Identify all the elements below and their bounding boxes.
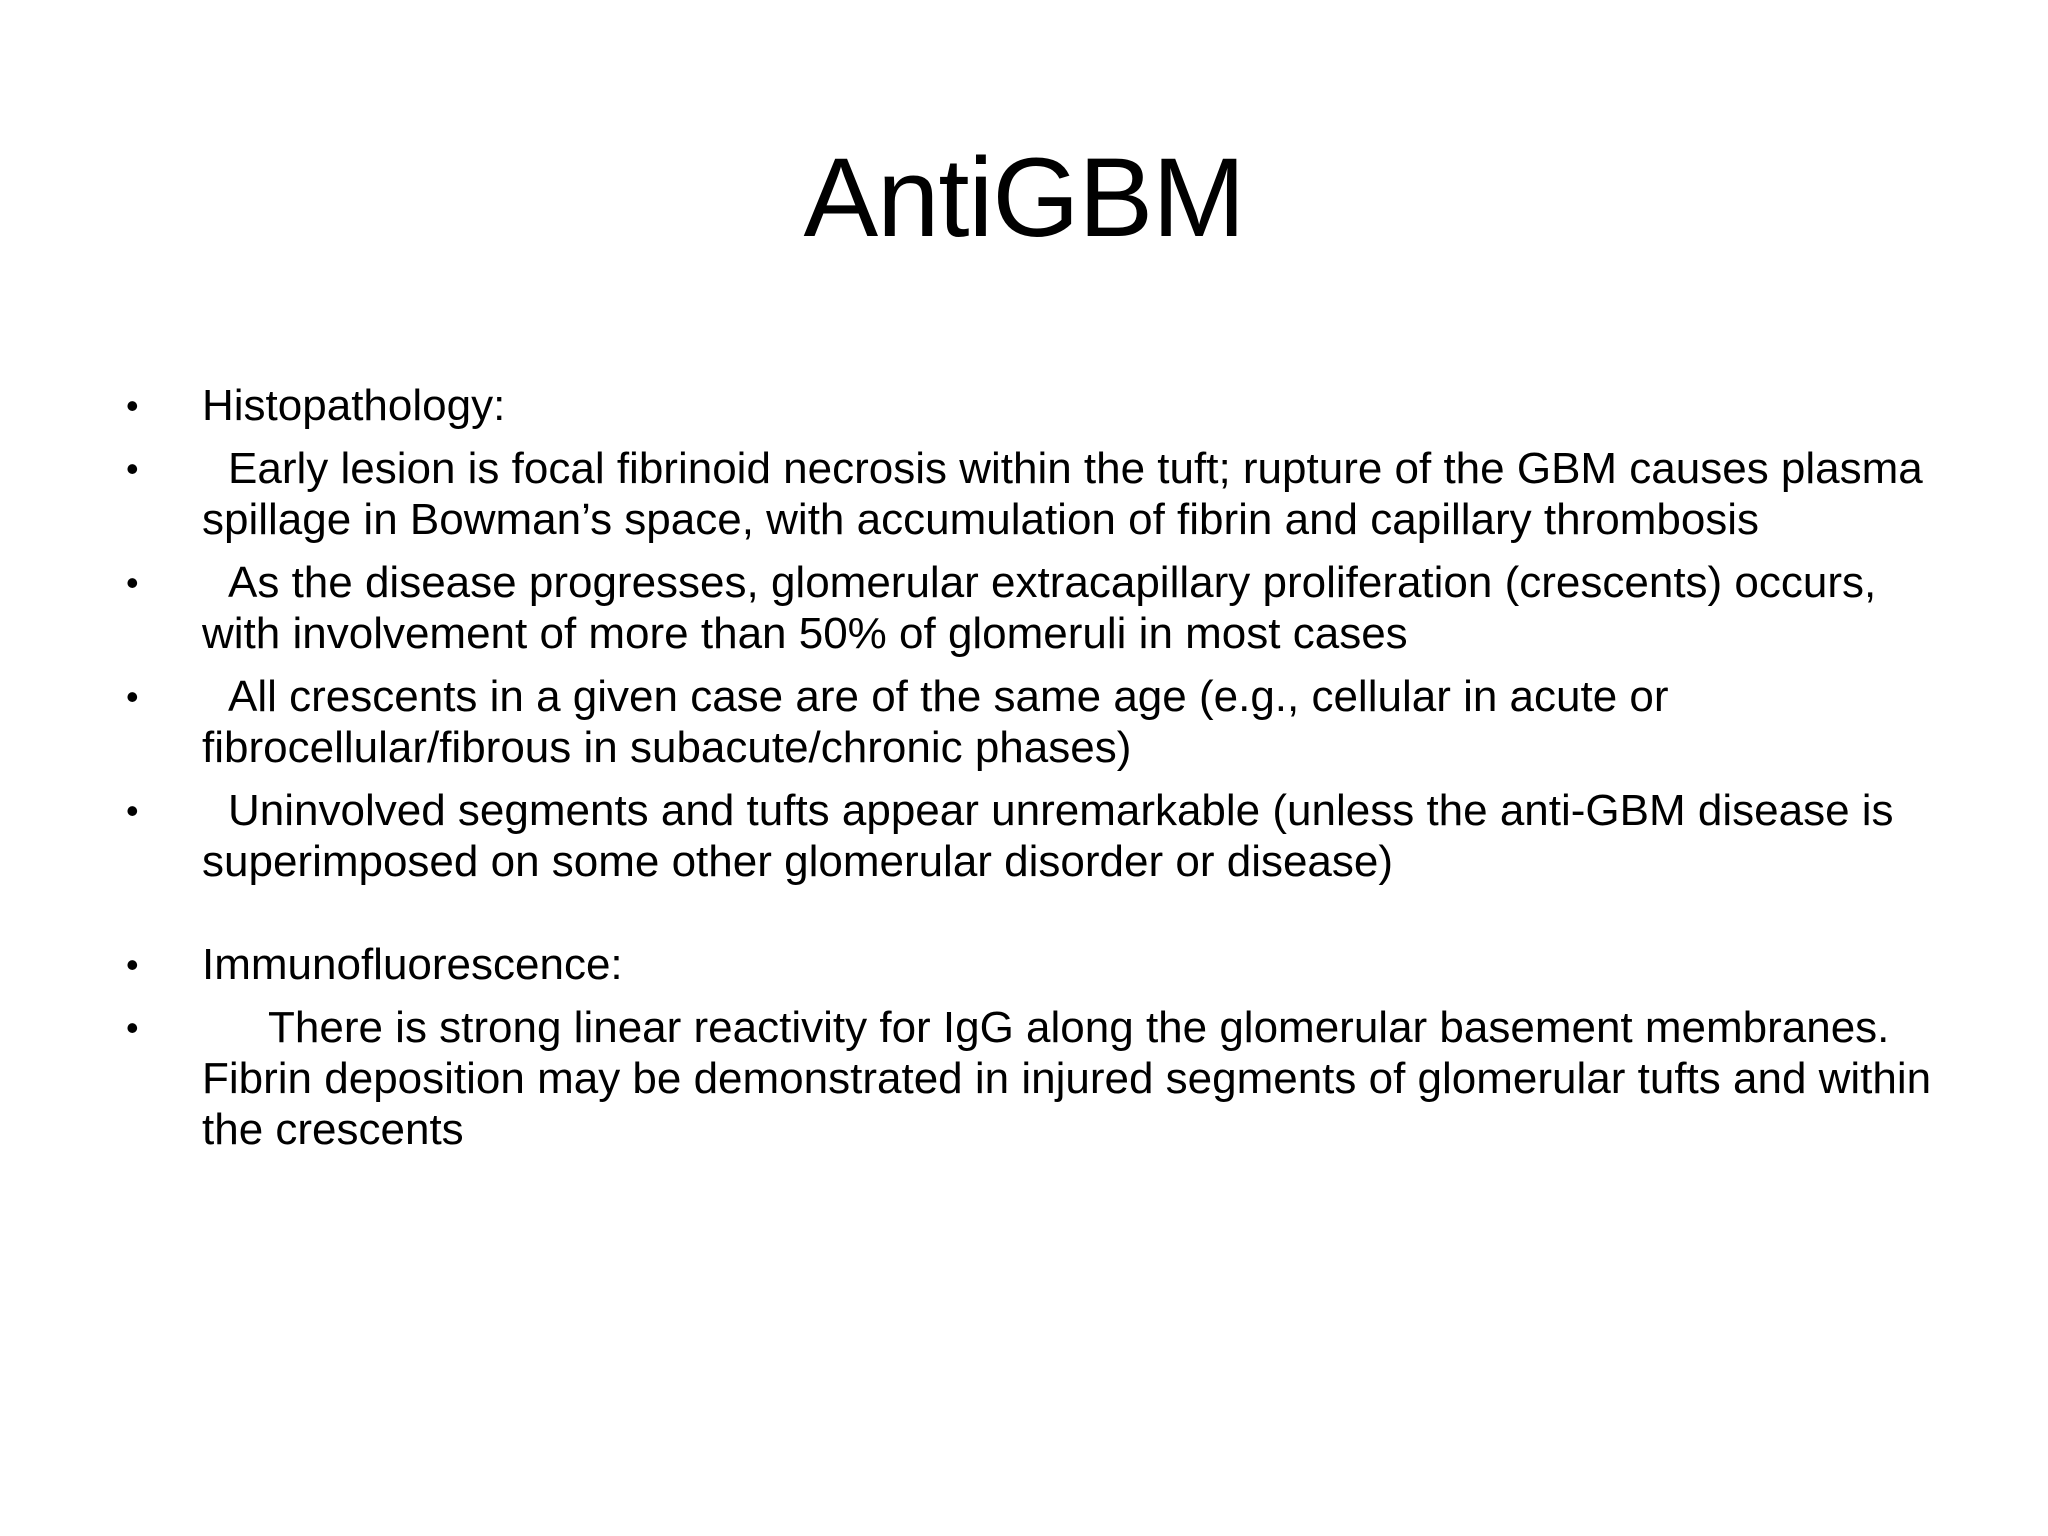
bullet-text: Immunofluorescence: [202,940,623,989]
bullet-text: Early lesion is focal fibrinoid necrosis within the tuft; rupture of the GBM causes plasma spillage in Bowman’s space, with accumulation of fibrin and capillary thrombosis [202,444,1923,544]
bullet-icon: • [126,944,139,985]
bullet-icon: • [126,790,139,831]
bullet-item-linear-reactivity [120,1002,1960,1155]
bullet-item-uninvolved-segments [120,785,1960,887]
bullet-text: All crescents in a given case are of the same age (e.g., cellular in acute or fibrocellular/fibrous in subacute/chronic phases) [202,672,1669,772]
bullet-icon: • [126,385,139,426]
bullet-item-histopathology [120,380,1960,431]
bullet-list [120,380,1960,1167]
bullet-text: As the disease progresses, glomerular extracapillary proliferation (crescents) occurs, with involvement of more than 50% of glomeruli in most cases [202,558,1877,658]
bullet-icon: • [126,562,139,603]
bullet-text: Uninvolved segments and tufts appear unremarkable (unless the anti-GBM disease is superimposed on some other glomerular disorder or disease) [202,786,1894,886]
bullet-icon: • [126,448,139,489]
bullet-icon: • [126,1007,139,1048]
bullet-item-disease-progression [120,557,1960,659]
bullet-icon: • [126,676,139,717]
slide-title: AntiGBM [803,135,1245,260]
bullet-item-early-lesion [120,443,1960,545]
bullet-item-immunofluorescence [120,939,1960,990]
bullet-item-crescent-age [120,671,1960,773]
bullet-text: There is strong linear reactivity for IgG along the glomerular basement membranes. Fibrin deposition may be demonstrated in injured segments of glomerular tufts and within the crescents [202,1003,1932,1154]
bullet-text: Histopathology: [202,381,506,430]
